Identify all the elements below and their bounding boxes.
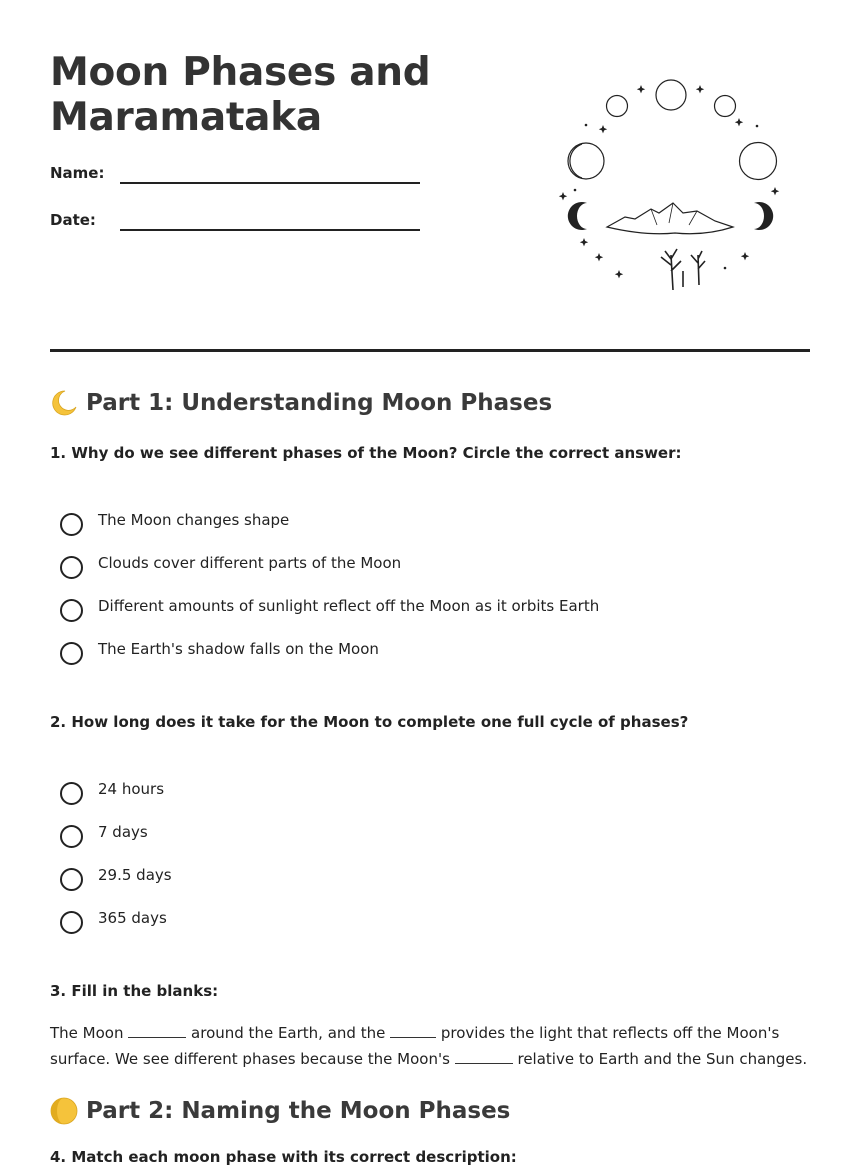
q1-option-4-text: The Earth's shadow falls on the Moon — [98, 640, 379, 658]
fill-in-blanks-text — [50, 1020, 810, 1072]
q2-option-2[interactable] — [60, 818, 760, 861]
answer-circle-icon[interactable] — [60, 513, 83, 536]
q1-option-3-text: Different amounts of sunlight reflect off the Moon as it orbits Earth — [98, 597, 600, 615]
crescent-moon-icon — [50, 389, 78, 417]
q2-option-2-text: 7 days — [98, 823, 148, 841]
q2-option-3-text: 29.5 days — [98, 866, 172, 884]
name-label: Name: — [50, 164, 105, 182]
blank-1[interactable] — [128, 1023, 186, 1038]
q1-option-4[interactable] — [60, 635, 760, 678]
fill-segment-1: The Moon — [50, 1024, 124, 1042]
part1-heading-text: Part 1: Understanding Moon Phases — [86, 390, 553, 416]
fill-segment-3: provides the light that reflects off the Moon's surface. We see different phases because the Moon's — [50, 1024, 780, 1068]
part1-heading — [50, 388, 552, 418]
question-2: 2. How long does it take for the Moon to complete one full cycle of phases? — [50, 713, 689, 731]
blank-2[interactable] — [390, 1023, 436, 1038]
part2-heading-text: Part 2: Naming the Moon Phases — [86, 1098, 511, 1124]
q2-option-3[interactable] — [60, 861, 760, 904]
answer-circle-icon[interactable] — [60, 642, 83, 665]
answer-circle-icon[interactable] — [60, 599, 83, 622]
waxing-gibbous-moon-icon — [50, 1097, 78, 1125]
q1-option-1[interactable] — [60, 506, 760, 549]
fill-segment-4: relative to Earth and the Sun changes. — [517, 1050, 808, 1068]
answer-circle-icon[interactable] — [60, 868, 83, 891]
question-3: 3. Fill in the blanks: — [50, 982, 219, 1000]
q1-option-1-text: The Moon changes shape — [98, 511, 290, 529]
gibbous-moon-icon-right — [715, 96, 736, 117]
q1-option-2[interactable] — [60, 549, 760, 592]
trees-icon — [661, 249, 705, 290]
date-label: Date: — [50, 211, 96, 229]
answer-circle-icon[interactable] — [60, 556, 83, 579]
dark-crescent-right-icon — [754, 202, 773, 230]
question-2-options — [60, 775, 760, 947]
crescent-moon-outline-left — [568, 143, 604, 179]
name-line[interactable] — [120, 182, 420, 184]
date-field[interactable] — [50, 211, 420, 241]
header-divider — [50, 349, 810, 352]
question-1-options — [60, 506, 760, 678]
answer-circle-icon[interactable] — [60, 911, 83, 934]
title-line-2: Maramataka — [50, 95, 322, 140]
moon-phases-mountain-illustration — [555, 75, 785, 300]
quarter-moon-icon-right — [740, 143, 777, 180]
gibbous-moon-icon-left — [607, 96, 628, 117]
q2-option-1-text: 24 hours — [98, 780, 165, 798]
page-title — [50, 50, 510, 140]
title-line-1: Moon Phases and — [50, 50, 431, 95]
part2-heading — [50, 1096, 510, 1126]
blank-3[interactable] — [455, 1049, 513, 1064]
answer-circle-icon[interactable] — [60, 825, 83, 848]
name-field[interactable] — [50, 164, 420, 194]
q1-option-3[interactable] — [60, 592, 760, 635]
q2-option-1[interactable] — [60, 775, 760, 818]
q2-option-4-text: 365 days — [98, 909, 167, 927]
q2-option-4[interactable] — [60, 904, 760, 947]
full-moon-icon — [656, 80, 686, 110]
fill-segment-2: around the Earth, and the — [191, 1024, 386, 1042]
question-1: 1. Why do we see different phases of the Moon? Circle the correct answer: — [50, 444, 682, 462]
dark-crescent-left-icon — [568, 202, 587, 230]
sparkle-stars-icon — [559, 85, 779, 278]
answer-circle-icon[interactable] — [60, 782, 83, 805]
date-line[interactable] — [120, 229, 420, 231]
q1-option-2-text: Clouds cover different parts of the Moon — [98, 554, 402, 572]
question-4: 4. Match each moon phase with its correct description: — [50, 1148, 517, 1166]
